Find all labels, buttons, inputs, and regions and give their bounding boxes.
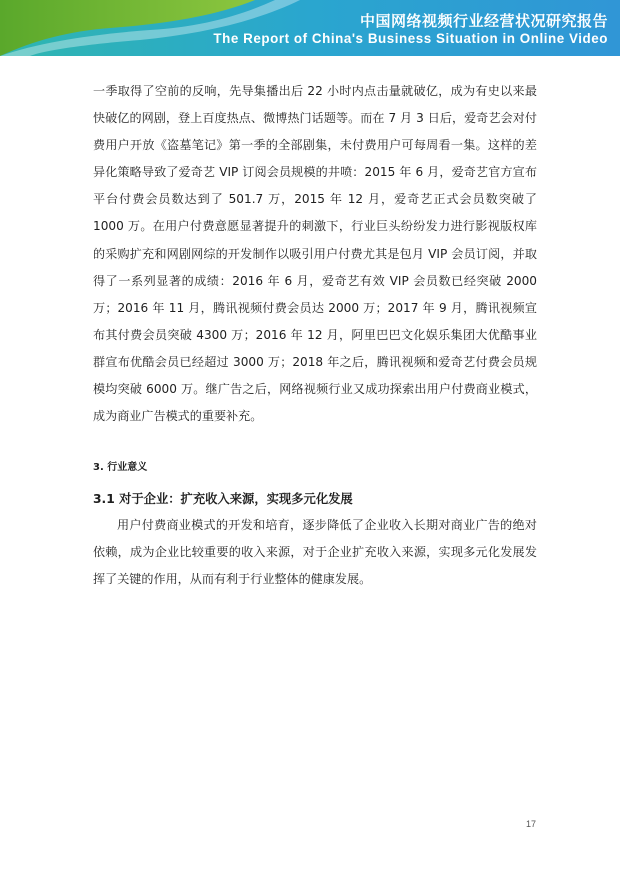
page-number: 17 (526, 819, 537, 829)
header-title-english: The Report of China's Business Situation in Online Video (213, 31, 608, 46)
page-header (0, 0, 620, 56)
section-heading: 3. 行业意义 (93, 462, 148, 474)
body-paragraph-2: 用户付费商业模式的开发和培育，逐步降低了企业收入长期对商业广告的绝对依赖，成为企业比较重要的收入来源，对于企业扩充收入来源，实现多元化发展发挥了关键的作用，从而有利于行业整体的健康发展。 (93, 518, 537, 587)
body-paragraph-1: 一季取得了空前的反响，先导集播出后 22 小时内点击量就破亿，成为有史以来最快破亿的网剧，登上百度热点、微博热门话题等。而在 7 月 3 日后，爱奇艺会对付费用户开放《盗墓笔记》第一季的全部剧集，未付费用户可每周看一集。这样的差异化策略导致了爱奇艺 VIP 订阅会员规模的井喷：2015 年 6 月，爱奇艺官方宣布平台付费会员数达到了 501.7 万，2015 年 12 月，爱奇艺正式会员数突破了 1000 万。在用户付费意愿显著提升的刺激下，行业巨头纷纷发力进行影视版权库的采购扩充和网剧网综的开发制作以吸引用户付费尤其是包月 VIP 会员订阅，并取得了一系列显著的成绩：2016 年 6 月，爱奇艺有效 VIP 会员数已经突破 2000 万；2016 年 11 月，腾讯视频付费会员达 2000 万；2017 年 9 月，腾讯视频宣布其付费会员突破 4300 万；2016 年 12 月，阿里巴巴文化娱乐集团大优酷事业群宣布优酷会员已经超过 3000 万；2018 年之后，腾讯视频和爱奇艺付费会员规模均突破 6000 万。继广告之后，网络视频行业又成功探索出用户付费商业模式，成为商业广告模式的重要补充。 (93, 84, 537, 424)
main-content (93, 78, 537, 594)
header-title-chinese: 中国网络视频行业经营状况研究报告 (359, 12, 608, 30)
subsection-heading: 3.1 对于企业：扩充收入来源，实现多元化发展 (93, 492, 353, 507)
